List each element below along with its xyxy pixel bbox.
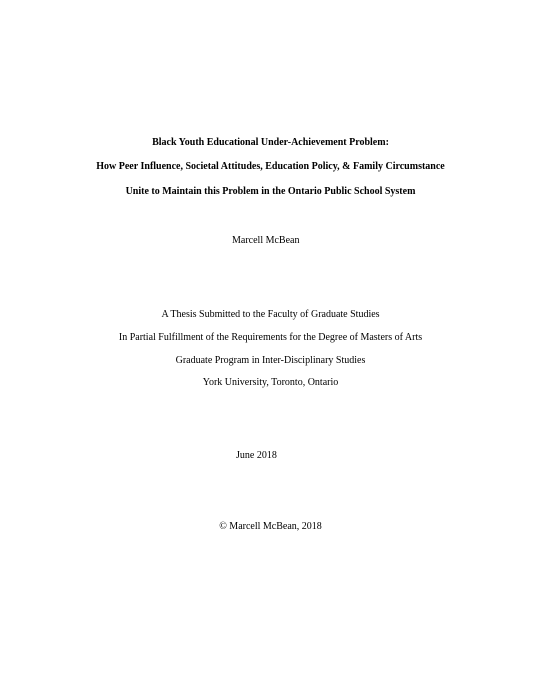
submission-line-1: A Thesis Submitted to the Faculty of Graduate Studies <box>161 309 380 320</box>
submission-date: June 2018 <box>236 450 277 461</box>
title-line-2: How Peer Influence, Societal Attitudes, Education Policy, & Family Circumstance <box>96 161 445 172</box>
submission-line-4: York University, Toronto, Ontario <box>202 377 339 388</box>
title-line-1: Black Youth Educational Under-Achievement Problem: <box>152 137 389 148</box>
submission-line-2: In Partial Fulfillment of the Requirements for the Degree of Masters of Arts <box>118 332 423 343</box>
copyright-notice: © Marcell McBean, 2018 <box>219 521 322 532</box>
submission-line-3: Graduate Program in Inter-Disciplinary Studies <box>175 355 366 366</box>
title-line-3: Unite to Maintain this Problem in the Ontario Public School System <box>125 186 416 197</box>
author-name: Marcell McBean <box>232 235 300 246</box>
